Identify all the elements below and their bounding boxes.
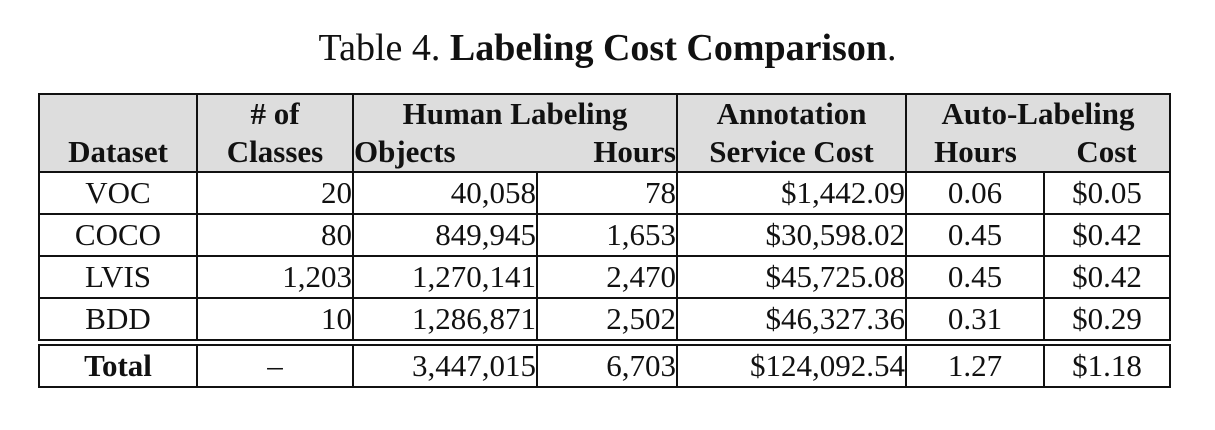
cell-objects: 40,058 xyxy=(353,172,537,214)
table-row xyxy=(39,256,1170,298)
total-auto-hours: 1.27 xyxy=(906,345,1044,387)
total-service-cost: $124,092.54 xyxy=(677,345,906,387)
table-row xyxy=(39,298,1170,340)
caption-prefix: Table 4. xyxy=(318,27,441,69)
table-body xyxy=(39,172,1170,340)
cell-dataset: COCO xyxy=(39,214,197,256)
total-label: Total xyxy=(39,345,197,387)
cell-classes: 80 xyxy=(197,214,353,256)
table-caption xyxy=(0,22,1215,74)
cell-objects: 849,945 xyxy=(353,214,537,256)
cell-dataset: VOC xyxy=(39,172,197,214)
cell-classes: 1,203 xyxy=(197,256,353,298)
header-classes: Classes xyxy=(197,133,353,172)
cell-auto-cost: $0.05 xyxy=(1044,172,1170,214)
caption-title: Labeling Cost Comparison xyxy=(449,27,887,69)
header-dataset-top xyxy=(39,94,197,133)
table-header xyxy=(39,94,1170,172)
total-table xyxy=(38,344,1171,388)
header-row-2 xyxy=(39,133,1170,172)
header-objects: Objects xyxy=(353,133,537,172)
cell-auto-cost: $0.42 xyxy=(1044,214,1170,256)
header-dataset: Dataset xyxy=(39,133,197,172)
cell-service-cost: $46,327.36 xyxy=(677,298,906,340)
cell-auto-cost: $0.29 xyxy=(1044,298,1170,340)
header-service-cost: Service Cost xyxy=(677,133,906,172)
header-annotation: Annotation xyxy=(677,94,906,133)
cell-hours: 2,470 xyxy=(537,256,677,298)
cell-hours: 2,502 xyxy=(537,298,677,340)
cell-auto-hours: 0.45 xyxy=(906,256,1044,298)
header-hours: Hours xyxy=(537,133,677,172)
cell-objects: 1,270,141 xyxy=(353,256,537,298)
cell-classes: 20 xyxy=(197,172,353,214)
header-num-of: # of xyxy=(197,94,353,133)
caption-suffix: . xyxy=(886,27,897,69)
cost-table xyxy=(38,93,1171,341)
total-auto-cost: $1.18 xyxy=(1044,345,1170,387)
total-objects: 3,447,015 xyxy=(353,345,537,387)
header-human-labeling: Human Labeling xyxy=(353,94,677,133)
cell-service-cost: $45,725.08 xyxy=(677,256,906,298)
cell-service-cost: $1,442.09 xyxy=(677,172,906,214)
cell-dataset: BDD xyxy=(39,298,197,340)
cell-service-cost: $30,598.02 xyxy=(677,214,906,256)
cell-dataset: LVIS xyxy=(39,256,197,298)
cell-classes: 10 xyxy=(197,298,353,340)
table-row xyxy=(39,214,1170,256)
cell-auto-hours: 0.31 xyxy=(906,298,1044,340)
header-auto-hours: Hours xyxy=(906,133,1044,172)
header-auto-cost: Cost xyxy=(1044,133,1170,172)
cell-hours: 78 xyxy=(537,172,677,214)
cell-objects: 1,286,871 xyxy=(353,298,537,340)
header-auto-labeling: Auto-Labeling xyxy=(906,94,1170,133)
total-row xyxy=(39,345,1170,387)
header-row-1 xyxy=(39,94,1170,133)
cell-auto-hours: 0.06 xyxy=(906,172,1044,214)
cell-auto-hours: 0.45 xyxy=(906,214,1044,256)
total-classes: – xyxy=(197,345,353,387)
cell-hours: 1,653 xyxy=(537,214,677,256)
total-hours: 6,703 xyxy=(537,345,677,387)
table-row xyxy=(39,172,1170,214)
cell-auto-cost: $0.42 xyxy=(1044,256,1170,298)
